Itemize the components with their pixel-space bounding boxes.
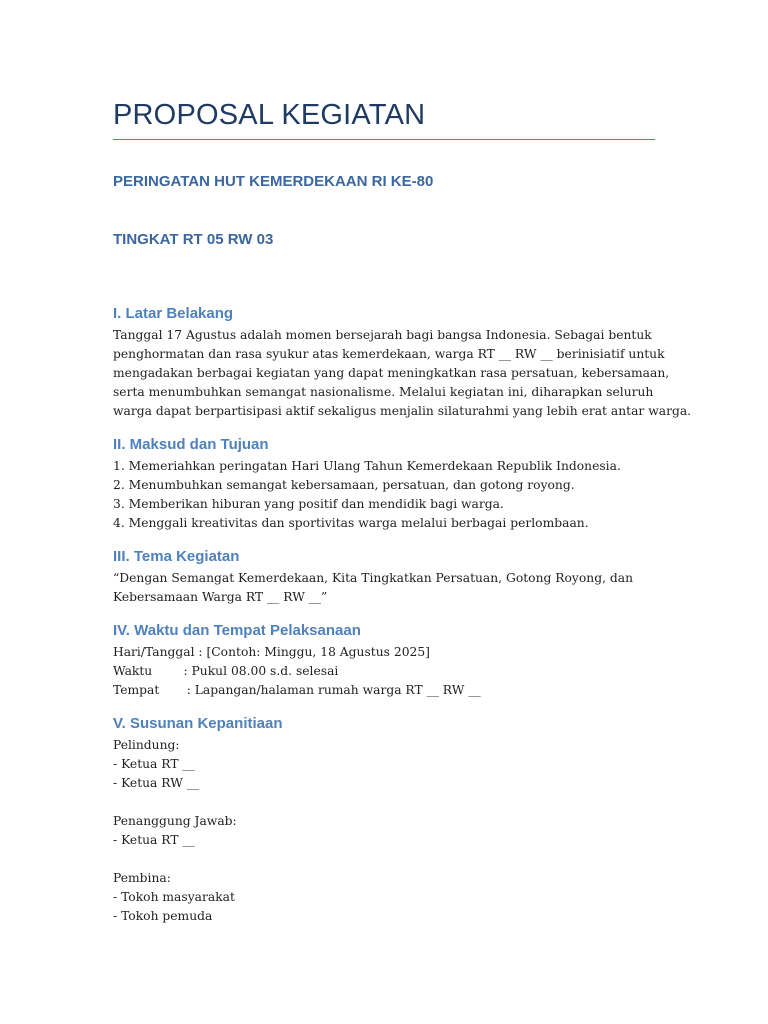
kepanitiaan-list [113, 736, 658, 926]
list-item: 2. Menumbuhkan semangat kebersamaan, persatuan, dan gotong royong. [113, 478, 575, 492]
latar-belakang-paragraph [113, 326, 692, 421]
document-content [113, 96, 692, 926]
detail-waktu: Waktu : Pukul 08.00 s.d. selesai [113, 664, 339, 678]
heading-tema-kegiatan: III. Tema Kegiatan [113, 548, 240, 565]
paragraph-line: Tanggal 17 Agustus adalah momen bersejarah bagi bangsa Indonesia. Sebagai bentuk [113, 328, 652, 342]
blank-line [113, 793, 658, 812]
heading-latar-belakang: I. Latar Belakang [113, 305, 234, 322]
paragraph-line: penghormatan dan rasa syukur atas kemerdekaan, warga RT __ RW __ berinisiatif untuk [113, 347, 665, 361]
paragraph-line: warga dapat berpartisipasi aktif sekaligus menjalin silaturahmi yang lebih erat antar warga. [113, 404, 692, 418]
list-item: 1. Memeriahkan peringatan Hari Ulang Tahun Kemerdekaan Republik Indonesia. [113, 459, 621, 473]
tema-quote [113, 569, 658, 607]
maksud-tujuan-list [113, 457, 658, 533]
detail-tempat: Tempat : Lapangan/halaman rumah warga RT __ RW __ [113, 683, 481, 697]
document-title: PROPOSAL KEGIATAN [113, 99, 426, 131]
paragraph-line: serta menumbuhkan semangat nasionalisme. Melalui kegiatan ini, diharapkan seluruh [113, 385, 654, 399]
title-divider [113, 139, 655, 140]
quote-line: Kebersamaan Warga RT __ RW __” [113, 590, 328, 604]
list-item: - Ketua RW __ [113, 776, 200, 790]
penanggung-jawab-label: Penanggung Jawab: [113, 814, 237, 828]
heading-susunan-kepanitiaan: V. Susunan Kepanitiaan [113, 715, 283, 732]
pembina-label: Pembina: [113, 871, 171, 885]
list-item: - Tokoh masyarakat [113, 890, 235, 904]
level-subtitle: TINGKAT RT 05 RW 03 [113, 231, 274, 248]
blank-line [113, 850, 658, 869]
list-item: 3. Memberikan hiburan yang positif dan mendidik bagi warga. [113, 497, 504, 511]
list-item: - Ketua RT __ [113, 757, 195, 771]
heading-waktu-tempat: IV. Waktu dan Tempat Pelaksanaan [113, 622, 361, 639]
detail-hari-tanggal: Hari/Tanggal : [Contoh: Minggu, 18 Agustus 2025] [113, 645, 430, 659]
heading-maksud-tujuan: II. Maksud dan Tujuan [113, 436, 269, 453]
quote-line: “Dengan Semangat Kemerdekaan, Kita Tingkatkan Persatuan, Gotong Royong, dan [113, 571, 634, 585]
waktu-tempat-details [113, 643, 658, 700]
event-subtitle: PERINGATAN HUT KEMERDEKAAN RI KE-80 [113, 173, 434, 190]
paragraph-line: mengadakan berbagai kegiatan yang dapat meningkatkan rasa persatuan, kebersamaan, [113, 366, 670, 380]
pelindung-label: Pelindung: [113, 738, 180, 752]
list-item: - Tokoh pemuda [113, 909, 213, 923]
list-item: 4. Menggali kreativitas dan sportivitas warga melalui berbagai perlombaan. [113, 516, 589, 530]
list-item: - Ketua RT __ [113, 833, 195, 847]
